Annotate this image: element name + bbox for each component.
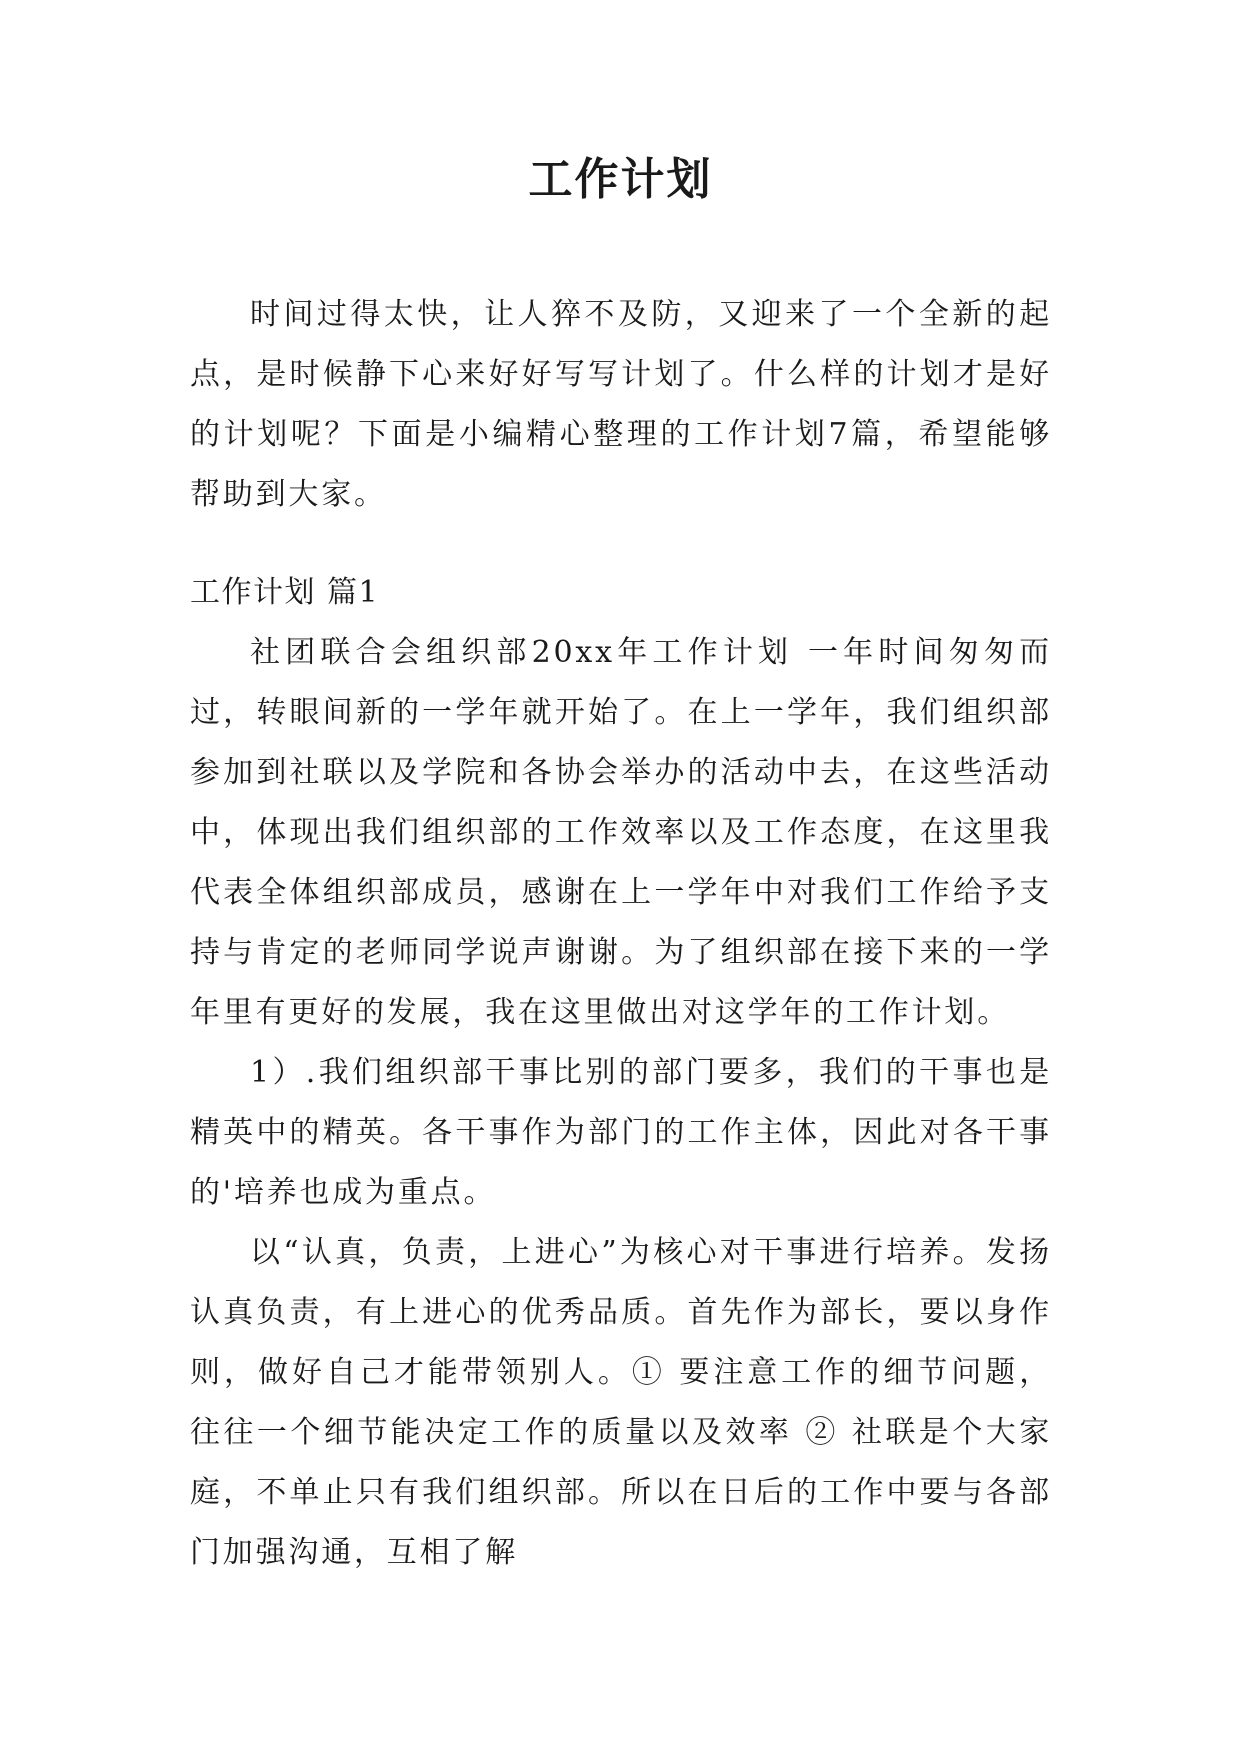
body-paragraph-1: 社团联合会组织部20xx年工作计划 一年时间匆匆而过，转眼间新的一学年就开始了。在上一学年，我们组织部参加到社联以及学院和各协会举办的活动中去，在这些活动中，体现出我们组织部的工作效率以及工作态度，在这里我代表全体组织部成员，感谢在上一学年中对我们工作给予支持与肯定的老师同学说声谢谢。为了组织部在接下来的一学年里有更好的发展，我在这里做出对这学年的工作计划。 xyxy=(190,635,1052,1030)
body-paragraph-2: 1）.我们组织部干事比别的部门要多，我们的干事也是精英中的精英。各干事作为部门的工作主体，因此对各干事的'培养也成为重点。 xyxy=(190,1055,1052,1210)
body-paragraph-3: 以“认真，负责，上进心”为核心对干事进行培养。发扬认真负责，有上进心的优秀品质。首先作为部长，要以身作则，做好自己才能带领别人。① 要注意工作的细节问题，往往一个细节能决定工作的质量以及效率 ② 社联是个大家庭，不单止只有我们组织部。所以在日后的工作中要与各部门加强沟通，互相了解 xyxy=(190,1235,1052,1570)
document-body xyxy=(190,285,1052,1583)
section-heading: 工作计划 篇1 xyxy=(190,575,380,610)
document-title: 工作计划 xyxy=(528,154,713,205)
intro-paragraph: 时间过得太快，让人猝不及防，又迎来了一个全新的起点，是时候静下心来好好写写计划了。什么样的计划才是好的计划呢？下面是小编精心整理的工作计划7篇，希望能够帮助到大家。 xyxy=(190,297,1052,512)
